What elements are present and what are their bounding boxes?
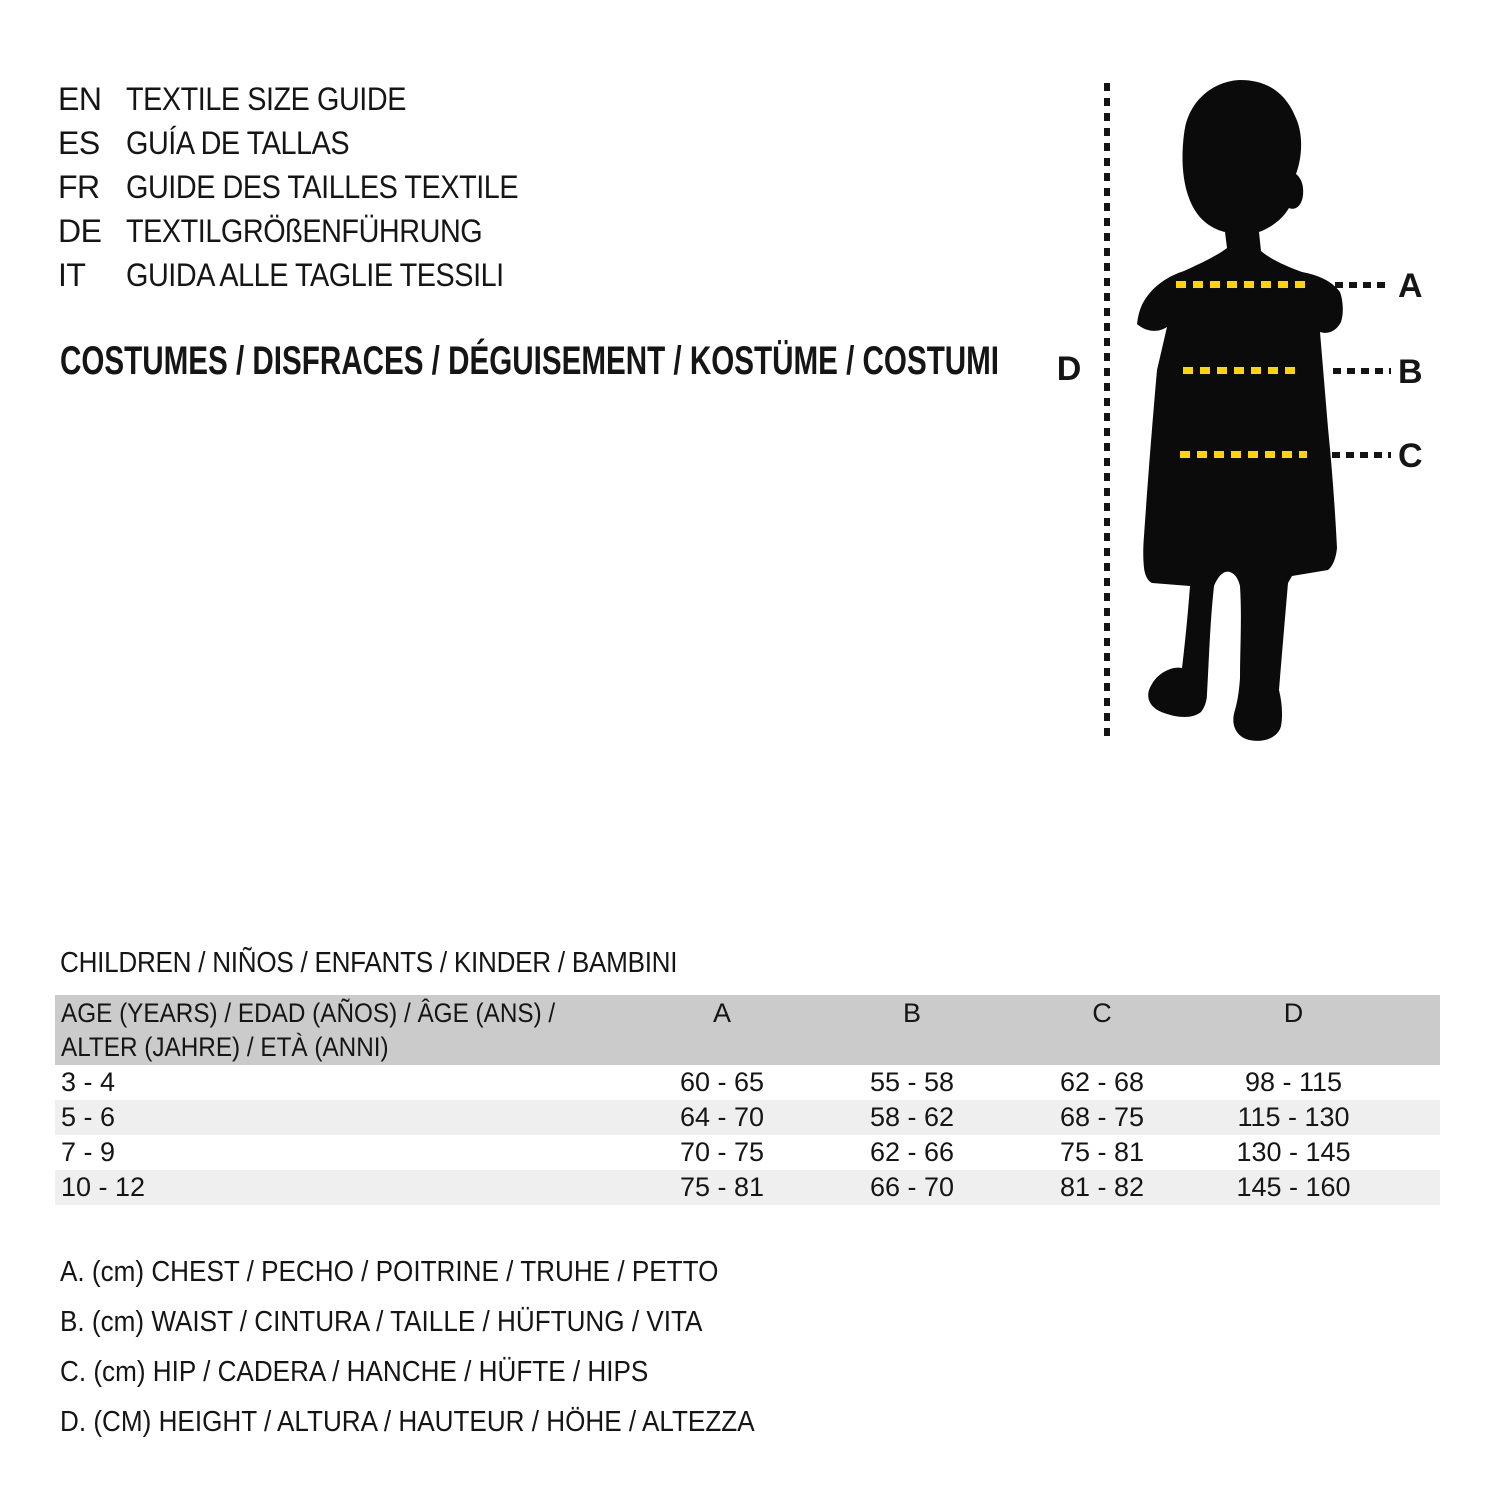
height-cell: 130 - 145 [1236, 1137, 1351, 1167]
chest-cell: 75 - 81 [679, 1172, 765, 1202]
age-column-header [55, 996, 627, 1064]
age-header-line2: ALTER (JAHRE) / ETÀ (ANNI) [61, 1032, 389, 1062]
hip-label-c: C [1398, 437, 1423, 475]
height-cell: 115 - 130 [1237, 1102, 1350, 1132]
height-cell: 145 - 160 [1236, 1172, 1351, 1202]
table-row [55, 1100, 1440, 1135]
language-label: GUÍA DE TALLAS [126, 124, 350, 161]
waist-cell: 66 - 70 [869, 1172, 955, 1202]
waist-leader-line [1333, 368, 1391, 374]
table-header-row [55, 995, 1440, 1065]
age-header-line1: AGE (YEARS) / EDAD (AÑOS) / ÂGE (ANS) / [61, 998, 556, 1028]
language-row-en [58, 77, 562, 121]
legend-text: D. (CM) HEIGHT / ALTURA / HAUTEUR / HÖHE / ALTEZZA [60, 1406, 755, 1438]
language-row-es [58, 121, 562, 165]
height-dimension-line [1104, 83, 1110, 741]
table-row [55, 1170, 1440, 1205]
column-header-a: A [712, 998, 731, 1028]
age-cell: 3 - 4 [61, 1067, 116, 1097]
language-guide-list [58, 77, 562, 297]
measurement-legend [60, 1247, 832, 1447]
legend-item-hip [60, 1347, 832, 1397]
language-label: TEXTILE SIZE GUIDE [126, 80, 406, 117]
hip-leader-line [1332, 452, 1391, 458]
waist-measure-line [1183, 367, 1301, 374]
category-title-text: COSTUMES / DISFRACES / DÉGUISEMENT / KOSTÜME / COSTUMI [60, 339, 1000, 383]
table-row [55, 1135, 1440, 1170]
chest-cell: 64 - 70 [679, 1102, 765, 1132]
language-code: ES [58, 124, 100, 161]
hip-cell: 68 - 75 [1059, 1102, 1145, 1132]
language-label: TEXTILGRÖßENFÜHRUNG [126, 212, 483, 249]
hip-cell: 75 - 81 [1059, 1137, 1145, 1167]
age-cell: 5 - 6 [61, 1102, 116, 1132]
waist-cell: 62 - 66 [869, 1137, 955, 1167]
waist-cell: 55 - 58 [869, 1067, 955, 1097]
table-row [55, 1065, 1440, 1100]
language-row-fr [58, 165, 562, 209]
chest-cell: 70 - 75 [679, 1137, 765, 1167]
column-header-b: B [902, 998, 921, 1028]
age-cell: 10 - 12 [61, 1172, 146, 1202]
legend-item-waist [60, 1297, 832, 1347]
hip-measure-line [1180, 451, 1307, 458]
chest-cell: 60 - 65 [679, 1067, 765, 1097]
language-row-it [58, 253, 562, 297]
legend-text: B. (cm) WAIST / CINTURA / TAILLE / HÜFTUNG / VITA [60, 1306, 703, 1338]
hip-cell: 62 - 68 [1059, 1067, 1145, 1097]
chest-measure-line [1176, 281, 1306, 288]
column-header-c: C [1092, 998, 1112, 1028]
waist-cell: 58 - 62 [869, 1102, 955, 1132]
language-label: GUIDA ALLE TAGLIE TESSILI [126, 256, 504, 293]
language-code: DE [58, 212, 102, 249]
legend-text: C. (cm) HIP / CADERA / HANCHE / HÜFTE / HIPS [60, 1356, 649, 1388]
language-label: GUIDE DES TAILLES TEXTILE [126, 168, 519, 205]
section-title-text: CHILDREN / NIÑOS / ENFANTS / KINDER / BAMBINI [60, 947, 678, 979]
waist-label-b: B [1398, 353, 1423, 391]
language-code: EN [58, 80, 102, 117]
section-title [60, 948, 746, 978]
language-code: FR [58, 168, 100, 205]
legend-item-height [60, 1397, 832, 1447]
child-silhouette [1122, 78, 1394, 750]
age-cell: 7 - 9 [61, 1137, 116, 1167]
hip-cell: 81 - 82 [1059, 1172, 1145, 1202]
height-label-d: D [1056, 350, 1082, 388]
chest-leader-line [1335, 282, 1391, 288]
language-code: IT [58, 256, 86, 293]
chest-label-a: A [1398, 267, 1423, 305]
height-cell: 98 - 115 [1244, 1067, 1343, 1097]
children-size-table [55, 995, 1440, 1205]
legend-item-chest [60, 1247, 832, 1297]
legend-text: A. (cm) CHEST / PECHO / POITRINE / TRUHE / PETTO [60, 1256, 719, 1288]
column-header-d: D [1283, 998, 1304, 1028]
language-row-de [58, 209, 562, 253]
